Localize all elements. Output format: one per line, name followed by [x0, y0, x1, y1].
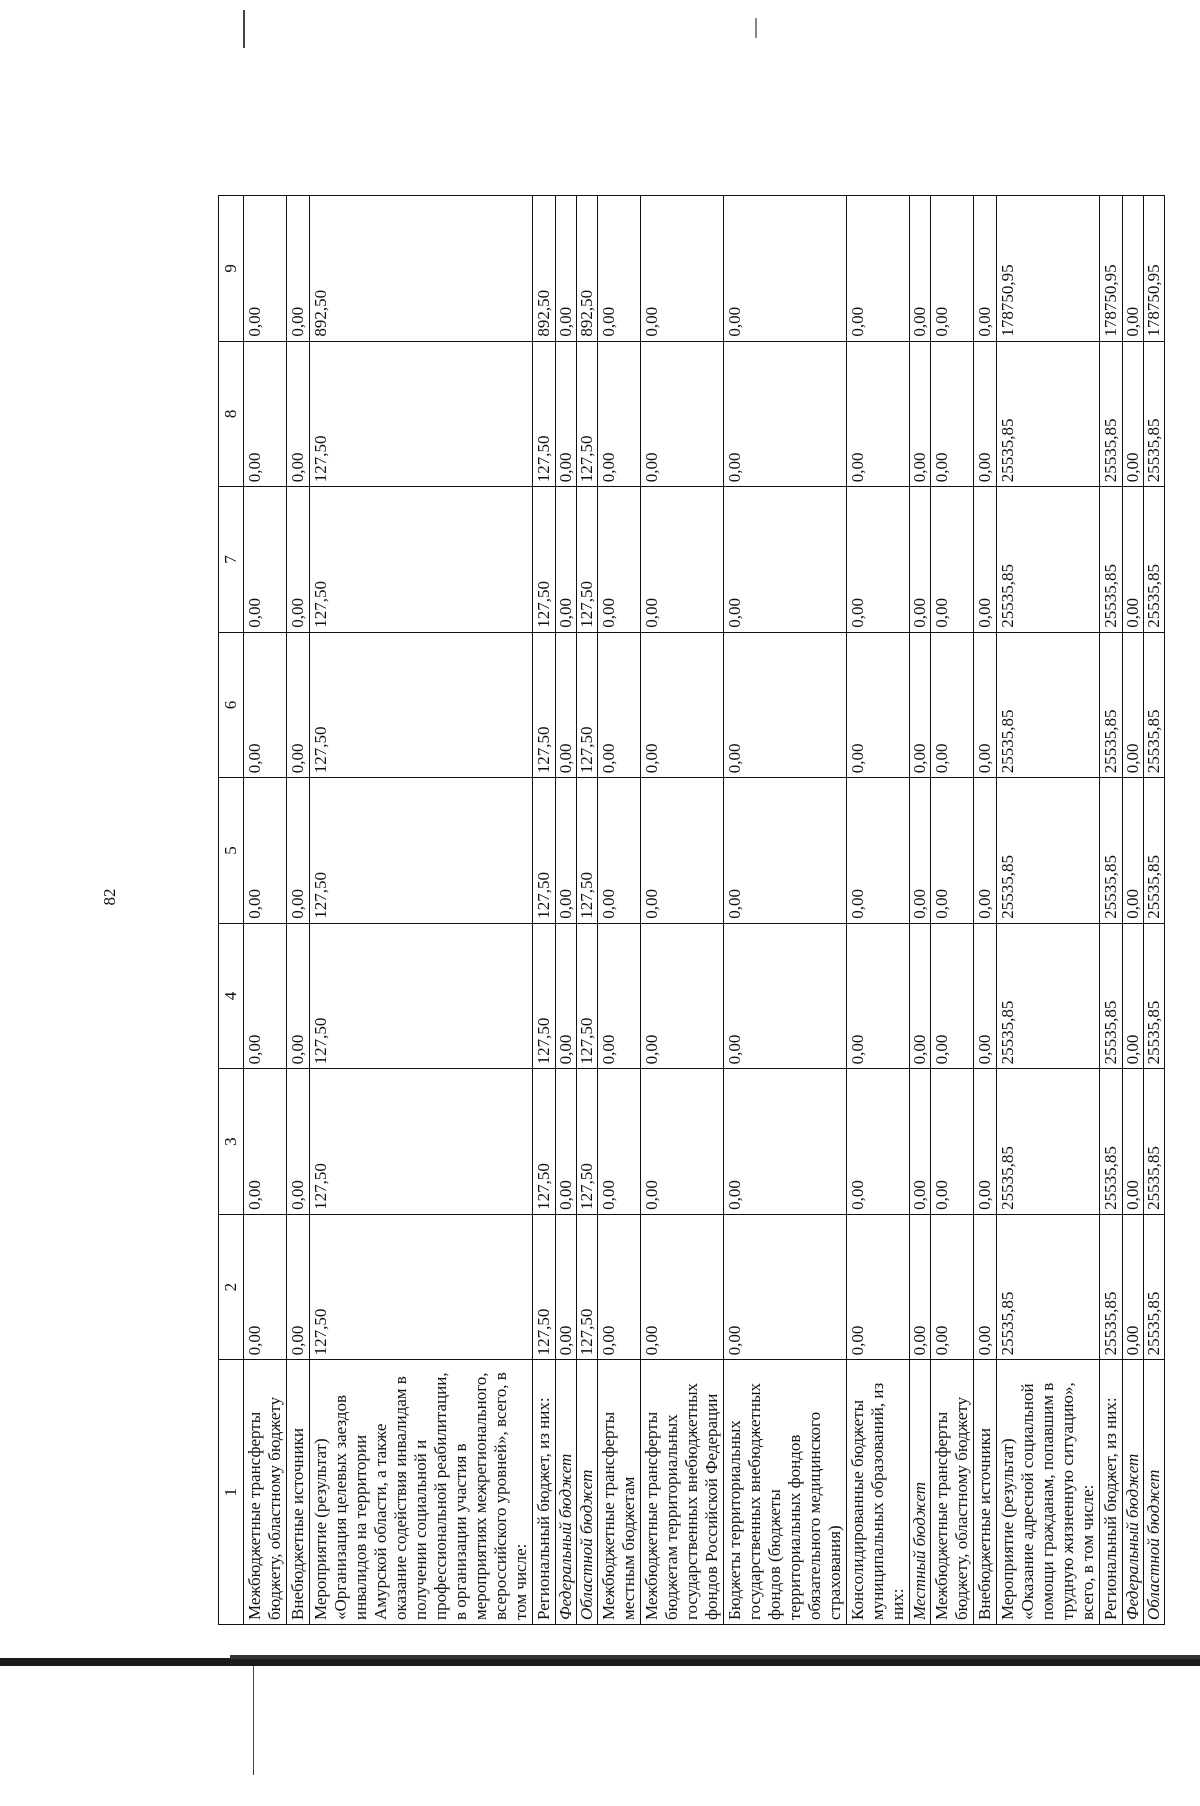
value-cell: 0,00 [598, 341, 641, 487]
value-cell: 0,00 [910, 341, 931, 487]
row-label: Областной бюджет [577, 1360, 598, 1625]
column-header-7: 7 [219, 487, 244, 633]
value-cell: 0,00 [931, 923, 974, 1069]
value-cell: 25535,85 [1100, 632, 1123, 778]
value-cell: 0,00 [598, 632, 641, 778]
value-cell: 127,50 [310, 1214, 533, 1360]
row-label: Внебюджетные источники [287, 1360, 310, 1625]
row-label: Консолидированные бюджеты муниципальных образований, из них: [847, 1360, 910, 1625]
value-cell: 127,50 [533, 1069, 556, 1215]
value-cell: 25535,85 [1100, 1214, 1123, 1360]
row-label: Межбюджетные трансферты бюджетам территориальных государственных внебюджетных фондов Российской Федерации [641, 1360, 724, 1625]
budget-table [218, 195, 1165, 1625]
value-cell: 127,50 [533, 341, 556, 487]
value-cell: 0,00 [641, 341, 724, 487]
value-cell: 0,00 [244, 632, 287, 778]
value-cell: 178750,95 [1144, 196, 1165, 342]
table-row [244, 196, 287, 1625]
value-cell: 127,50 [310, 487, 533, 633]
value-cell: 25535,85 [1144, 632, 1165, 778]
value-cell: 0,00 [244, 341, 287, 487]
value-cell: 0,00 [974, 1214, 997, 1360]
value-cell: 127,50 [577, 1069, 598, 1215]
value-cell: 178750,95 [997, 196, 1100, 342]
value-cell: 0,00 [244, 1069, 287, 1215]
value-cell: 0,00 [847, 923, 910, 1069]
column-header-2: 2 [219, 1214, 244, 1360]
column-header-5: 5 [219, 778, 244, 924]
table-row [1123, 196, 1144, 1625]
value-cell: 0,00 [556, 923, 577, 1069]
value-cell: 0,00 [910, 1069, 931, 1215]
value-cell: 0,00 [1123, 341, 1144, 487]
value-cell: 0,00 [287, 1069, 310, 1215]
table-row [1100, 196, 1123, 1625]
value-cell: 25535,85 [1100, 341, 1123, 487]
value-cell: 0,00 [974, 778, 997, 924]
value-cell: 0,00 [724, 632, 847, 778]
row-label: Региональный бюджет, из них: [1100, 1360, 1123, 1625]
value-cell: 0,00 [1123, 923, 1144, 1069]
row-label: Федеральный бюджет [556, 1360, 577, 1625]
scan-mark-top-left [243, 10, 245, 48]
value-cell: 0,00 [724, 341, 847, 487]
value-cell: 25535,85 [1100, 778, 1123, 924]
table-body [244, 196, 1165, 1625]
value-cell: 0,00 [974, 341, 997, 487]
row-label: Межбюджетные трансферты местным бюджетам [598, 1360, 641, 1625]
value-cell: 25535,85 [997, 487, 1100, 633]
row-label: Мероприятие (результат) «Организация целевых заездов инвалидов на территории Амурской области, а также оказание содействия инвалидам в получении социальной и профессиональной реабилитации, в организации участия в мероприятиях межрегионального, всероссийского уровней», всего, в том числе: [310, 1360, 533, 1625]
table-header-row [219, 196, 244, 1625]
column-header-1: 1 [219, 1360, 244, 1625]
value-cell: 0,00 [556, 341, 577, 487]
value-cell: 0,00 [910, 196, 931, 342]
table-row [310, 196, 533, 1625]
value-cell: 127,50 [577, 923, 598, 1069]
value-cell: 25535,85 [1100, 1069, 1123, 1215]
value-cell: 0,00 [598, 778, 641, 924]
table-row [287, 196, 310, 1625]
value-cell: 25535,85 [997, 1069, 1100, 1215]
value-cell: 0,00 [556, 196, 577, 342]
table-row [556, 196, 577, 1625]
row-label: Межбюджетные трансферты бюджету, областному бюджету [244, 1360, 287, 1625]
value-cell: 127,50 [533, 778, 556, 924]
value-cell: 25535,85 [1100, 923, 1123, 1069]
value-cell: 127,50 [577, 487, 598, 633]
table-row [847, 196, 910, 1625]
scan-edge-band-inner [230, 1655, 1200, 1659]
value-cell: 0,00 [556, 1069, 577, 1215]
value-cell: 127,50 [533, 923, 556, 1069]
value-cell: 0,00 [910, 632, 931, 778]
value-cell: 25535,85 [1100, 487, 1123, 633]
value-cell: 892,50 [310, 196, 533, 342]
value-cell: 0,00 [287, 778, 310, 924]
value-cell: 0,00 [556, 632, 577, 778]
value-cell: 0,00 [244, 923, 287, 1069]
value-cell: 0,00 [931, 487, 974, 633]
value-cell: 0,00 [931, 341, 974, 487]
value-cell: 0,00 [1123, 1214, 1144, 1360]
scan-edge-band [0, 1658, 1200, 1666]
value-cell: 0,00 [287, 632, 310, 778]
value-cell: 0,00 [287, 196, 310, 342]
value-cell: 0,00 [287, 487, 310, 633]
value-cell: 0,00 [910, 923, 931, 1069]
value-cell: 0,00 [641, 923, 724, 1069]
value-cell: 0,00 [244, 1214, 287, 1360]
value-cell: 127,50 [577, 632, 598, 778]
value-cell: 25535,85 [997, 632, 1100, 778]
value-cell: 0,00 [641, 778, 724, 924]
value-cell: 0,00 [556, 487, 577, 633]
rotated-table-container [218, 195, 1168, 1625]
value-cell: 0,00 [974, 923, 997, 1069]
value-cell: 25535,85 [997, 341, 1100, 487]
value-cell: 0,00 [1123, 487, 1144, 633]
column-header-8: 8 [219, 341, 244, 487]
value-cell: 0,00 [847, 1069, 910, 1215]
column-header-4: 4 [219, 923, 244, 1069]
value-cell: 0,00 [847, 778, 910, 924]
value-cell: 0,00 [847, 341, 910, 487]
table-row [931, 196, 974, 1625]
value-cell: 127,50 [310, 1069, 533, 1215]
value-cell: 127,50 [310, 923, 533, 1069]
row-label: Местный бюджет [910, 1360, 931, 1625]
scan-mark-bottom-left [253, 1665, 254, 1775]
value-cell: 0,00 [287, 1214, 310, 1360]
row-label: Межбюджетные трансферты бюджету, областному бюджету [931, 1360, 974, 1625]
table-row [533, 196, 556, 1625]
value-cell: 0,00 [287, 341, 310, 487]
row-label: Внебюджетные источники [974, 1360, 997, 1625]
value-cell: 0,00 [724, 778, 847, 924]
value-cell: 178750,95 [1100, 196, 1123, 342]
value-cell: 0,00 [931, 1069, 974, 1215]
value-cell: 0,00 [598, 923, 641, 1069]
value-cell: 0,00 [598, 487, 641, 633]
value-cell: 0,00 [974, 487, 997, 633]
value-cell: 127,50 [577, 341, 598, 487]
value-cell: 0,00 [931, 196, 974, 342]
table-row [1144, 196, 1165, 1625]
value-cell: 892,50 [577, 196, 598, 342]
value-cell: 127,50 [310, 341, 533, 487]
value-cell: 0,00 [974, 1069, 997, 1215]
value-cell: 127,50 [533, 1214, 556, 1360]
value-cell: 25535,85 [1144, 778, 1165, 924]
value-cell: 0,00 [598, 1069, 641, 1215]
value-cell: 0,00 [244, 487, 287, 633]
value-cell: 0,00 [974, 196, 997, 342]
scan-mark-top-right [755, 18, 757, 38]
page-number: 82 [100, 888, 119, 906]
value-cell: 25535,85 [1144, 923, 1165, 1069]
value-cell: 0,00 [598, 196, 641, 342]
value-cell: 0,00 [724, 1069, 847, 1215]
value-cell: 0,00 [847, 487, 910, 633]
value-cell: 0,00 [724, 487, 847, 633]
value-cell: 0,00 [931, 778, 974, 924]
value-cell: 25535,85 [1144, 487, 1165, 633]
value-cell: 0,00 [1123, 632, 1144, 778]
table-row [598, 196, 641, 1625]
column-header-6: 6 [219, 632, 244, 778]
table-row [577, 196, 598, 1625]
value-cell: 127,50 [310, 632, 533, 778]
value-cell: 0,00 [910, 778, 931, 924]
value-cell: 0,00 [641, 1069, 724, 1215]
value-cell: 0,00 [724, 923, 847, 1069]
value-cell: 127,50 [577, 1214, 598, 1360]
table-row [724, 196, 847, 1625]
column-header-9: 9 [219, 196, 244, 342]
value-cell: 0,00 [974, 632, 997, 778]
value-cell: 25535,85 [1144, 1069, 1165, 1215]
value-cell: 0,00 [1123, 778, 1144, 924]
value-cell: 0,00 [724, 1214, 847, 1360]
value-cell: 127,50 [577, 778, 598, 924]
value-cell: 127,50 [533, 632, 556, 778]
row-label: Мероприятие (результат) «Оказание адресной социальной помощи гражданам, попавшим в трудную жизненную ситуацию», всего, в том числе: [997, 1360, 1100, 1625]
value-cell: 0,00 [931, 1214, 974, 1360]
value-cell: 127,50 [533, 487, 556, 633]
value-cell: 0,00 [556, 778, 577, 924]
table-row [997, 196, 1100, 1625]
row-label: Областной бюджет [1144, 1360, 1165, 1625]
value-cell: 25535,85 [997, 778, 1100, 924]
value-cell: 0,00 [847, 196, 910, 342]
value-cell: 0,00 [847, 632, 910, 778]
value-cell: 0,00 [641, 487, 724, 633]
value-cell: 0,00 [1123, 196, 1144, 342]
table-row [910, 196, 931, 1625]
value-cell: 0,00 [598, 1214, 641, 1360]
value-cell: 25535,85 [1144, 341, 1165, 487]
value-cell: 25535,85 [997, 923, 1100, 1069]
value-cell: 0,00 [910, 1214, 931, 1360]
value-cell: 25535,85 [1144, 1214, 1165, 1360]
column-header-3: 3 [219, 1069, 244, 1215]
value-cell: 0,00 [556, 1214, 577, 1360]
value-cell: 127,50 [310, 778, 533, 924]
row-label: Региональный бюджет, из них: [533, 1360, 556, 1625]
value-cell: 0,00 [1123, 1069, 1144, 1215]
value-cell: 25535,85 [997, 1214, 1100, 1360]
value-cell: 0,00 [724, 196, 847, 342]
row-label: Федеральный бюджет [1123, 1360, 1144, 1625]
table-row [641, 196, 724, 1625]
value-cell: 0,00 [287, 923, 310, 1069]
value-cell: 0,00 [931, 632, 974, 778]
value-cell: 0,00 [641, 632, 724, 778]
value-cell: 0,00 [244, 196, 287, 342]
row-label: Бюджеты территориальных государственных внебюджетных фондов (бюджеты территориальных фондов обязательного медицинского страхования) [724, 1360, 847, 1625]
value-cell: 0,00 [910, 487, 931, 633]
value-cell: 0,00 [244, 778, 287, 924]
value-cell: 0,00 [847, 1214, 910, 1360]
value-cell: 892,50 [533, 196, 556, 342]
value-cell: 0,00 [641, 1214, 724, 1360]
value-cell: 0,00 [641, 196, 724, 342]
table-row [974, 196, 997, 1625]
